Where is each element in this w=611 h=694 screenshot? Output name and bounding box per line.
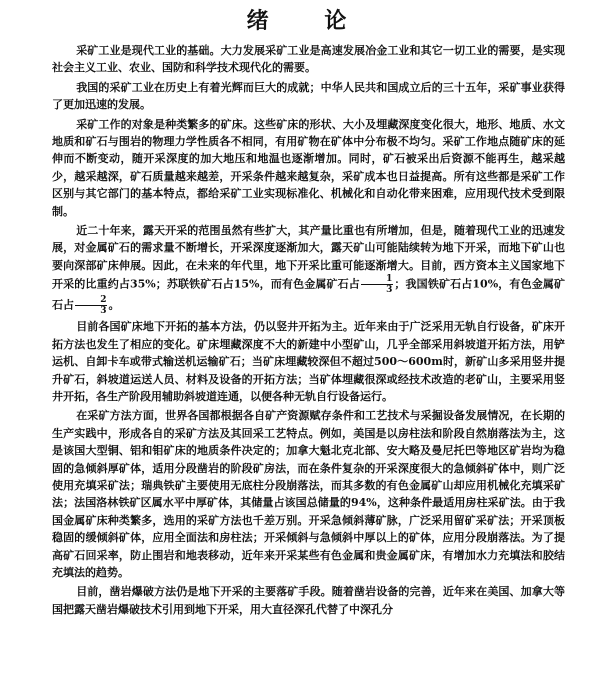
- document-page: [0, 6, 611, 694]
- fraction-denominator: 3: [100, 306, 107, 317]
- fraction-denominator: 3: [386, 285, 393, 296]
- fraction-two-thirds: [75, 295, 107, 316]
- paragraph-text: 近二十年来，露天开采的范围虽然有些扩大，其产量比重也有所增加，但是，随着现代工业的迅速发展，对金属矿石的需求量不断增长，开采深度逐渐加大，露天矿山可能陆续转为地下开采，而地下矿山也要向深部矿床伸展。因此，在未来的年代里，地下开采比重可能逐渐增大。目前，西方资本主义国家地下开采的比重约占35%；苏联铁矿石占15%，而有色金属矿石占: [52, 224, 565, 291]
- fraction-one-third: [361, 274, 393, 295]
- fraction-numerator: 1: [361, 274, 393, 285]
- paragraph-drilling-blasting: 目前，凿岩爆破方法仍是地下开采的主要落矿手段。随着凿岩设备的完善，近年来在美国、加拿大等国把露天凿岩爆破技术引用到地下开采，用大直径深孔代替了中深孔分: [52, 585, 565, 616]
- paragraph-history: 我国的采矿工业在历史上有着光辉而巨大的成就；中华人民共和国成立后的三十五年，采矿事业获得了更加迅速的发展。: [52, 80, 565, 112]
- paragraph-text: ；我国铁矿石占10%，有色金属矿石占: [52, 277, 565, 312]
- paragraph-mining-methods: 在采矿方法方面，世界各国都根据各自矿产资源赋存条件和工艺技术与采掘设备发展情况，在长期的生产实践中，形成各自的采矿方法及其回采工艺特点。例如，美国是以房柱法和阶段自然崩落法为主，这是该国大型铜、铝和钼矿床的地质条件决定的；加拿大魁北克北部、安大略及曼尼托巴等地区矿岩均为稳固的急倾斜厚矿体，适用分段凿岩的阶段矿房法，而在条件复杂的开采深度很大的急倾斜矿体中，则广泛使用充填采矿法；瑞典铁矿主要使用无底柱分段崩落法，而其多数的有色金属矿山却应用机械化充填采矿法；法国洛林铁矿区属水平中厚矿体，其储量占该国总储量的94%，这种条件最适用房柱采矿法。由于我国金属矿床种类繁多，选用的采矿方法也千差万别。开采急倾斜薄矿脉，广泛采用留矿采矿法；开采顶板稳固的缓倾斜矿体，应用全面法和房柱法；开采倾斜与急倾斜中厚以上的矿体，应用分段崩落法。为了提高矿石回采率，防止围岩和地表移动，近年来开采某些有色金属和贵金属矿床，有增加水力充填法和胶结充填法的趋势。: [52, 409, 565, 579]
- fraction-numerator: 2: [75, 295, 107, 306]
- paragraph-mining-foundation: 采矿工业是现代工业的基础。大力发展采矿工业是高速发展冶金工业和其它一切工业的需要，是实现社会主义工业、农业、国防和科学技术现代化的需要。: [52, 44, 565, 75]
- paragraph-text: 。: [108, 298, 120, 312]
- paragraph-development-methods: 目前各国矿床地下开拓的基本方法，仍以竖井开拓为主。近年来由于广泛采用无轨自行设备，矿床开拓方法也发生了相应的变化。矿床埋藏深度不大的新建中小型矿山，几乎全部采用斜坡道开拓方法，用铲运机、自卸卡车或带式输送机运输矿石；当矿床埋藏较深但不超过500～600m时，新矿山多采用竖井提升矿石，斜坡道运送人员、材料及设备的开拓方法；当矿体埋藏很深或经技术改造的老矿山，主要采用竖井开拓，各生产阶段用辅助斜坡道连通，以便各种无轨自行设备运行。: [52, 320, 565, 403]
- paragraph-underground-trend: [52, 222, 565, 316]
- paragraph-ore-deposits: 采矿工作的对象是种类繁多的矿床。这些矿床的形状、大小及埋藏深度变化很大，地形、地质、水文地质和矿石与围岩的物理力学性质各不相同，有用矿物在矿体中分布极不均匀。采矿工作地点随矿床的延伸而不断变动，随开采深度的加大地压和地温也逐渐增加。同时，矿石被采出后资源不能再生，越采越少，越采越深，矿石质量越来越差，开采条件越来越复杂，采矿成本也日益提高。所有这些都是采矿工作区别与其它部门的基本特点，都给采矿工业实现标准化、机械化和自动化带来困难，应用现代技术受到限制。: [52, 117, 565, 218]
- page-title: 绪 论: [246, 8, 371, 34]
